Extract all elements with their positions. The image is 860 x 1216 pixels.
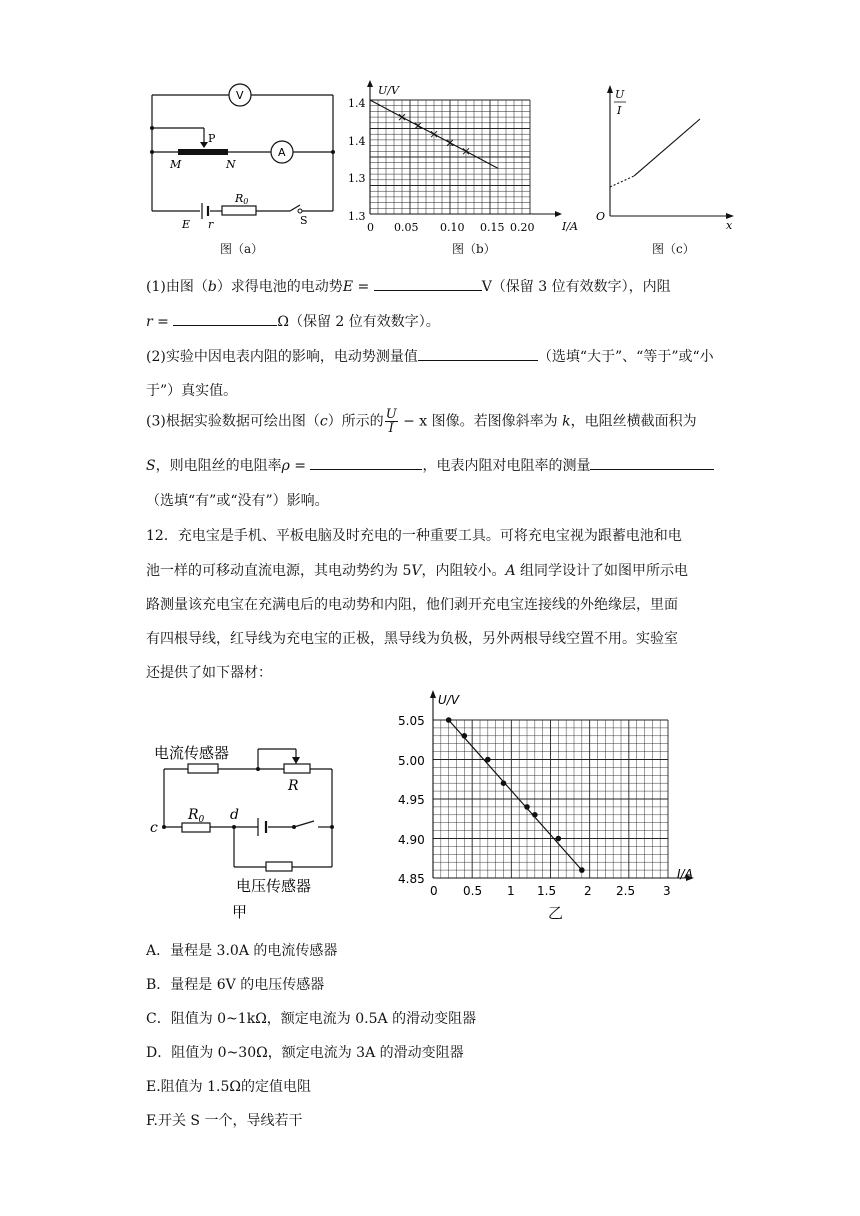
internal-r-label: r [208, 218, 214, 228]
x-axis-arrow [555, 211, 562, 217]
caption-a: 图（a） [220, 242, 264, 256]
chart-yi-xtick: 2 [584, 884, 592, 898]
chart-b-ytick: 1.3 [348, 172, 366, 185]
option-e: E.阻值为 1.5Ω的定值电阻 [146, 1079, 311, 1095]
chart-b-xlabel: I/A [562, 220, 578, 233]
chart-yi-xtick: 0.5 [463, 884, 483, 898]
q11-line-1: (1)由图（b）求得电池的电动势E = V（保留 3 位有效数字），内阻 [146, 276, 671, 296]
graph-c-ylabel-num: U [615, 88, 625, 101]
voltage-sensor-label: 电压传感器 [236, 877, 312, 895]
graph-c-xlabel: x [726, 219, 733, 232]
data-point [524, 804, 530, 810]
caption-jia: 甲 [232, 903, 248, 921]
q11-line-6: S，则电阻丝的电阻率ρ = ，电表内阻对电阻率的测量 [146, 455, 714, 475]
chart-b-ytick: 1.4 [348, 135, 366, 148]
answer-blank-resistivity-effect[interactable] [590, 455, 714, 470]
resistor-r0-label: R0 [235, 192, 249, 206]
q11-line-7: （选填“有”或“没有”）影响。 [146, 493, 329, 509]
voltmeter-label: V [236, 89, 244, 102]
q12-line-2: 池一样的可移动直流电源，其电动势约为 5V，内阻较小。A 组同学设计了如图甲所示电 [146, 563, 689, 579]
data-point [532, 812, 538, 818]
y-axis-arrow [367, 80, 373, 87]
chart-yi-xtick: 1 [507, 884, 515, 898]
answer-blank-resistivity[interactable] [310, 455, 422, 470]
chart-b-xtick: 0.05 [394, 221, 419, 234]
option-b: B．量程是 6V 的电压传感器 [146, 977, 325, 993]
slider-label: P [208, 132, 216, 145]
chart-yi-xtick: 1.5 [537, 884, 557, 898]
chart-yi [380, 690, 710, 920]
chart-yi-xtick: 0 [430, 884, 438, 898]
caption-b: 图（b） [452, 242, 496, 256]
circuit-a [140, 78, 345, 228]
chart-yi-ytick: 4.85 [398, 872, 425, 886]
chart-yi-ytick: 5.05 [398, 714, 425, 728]
q11-line-3: (2)实验中因电表内阻的影响，电动势测量值 （选填“大于”、“等于”或“小 [146, 346, 714, 366]
chart-b-origin: 0 [367, 221, 374, 234]
graph-c-ylabel-den: I [617, 104, 622, 117]
chart-yi-xtick: 2.5 [616, 884, 636, 898]
node-c-label: c [150, 820, 158, 836]
answer-blank-emf[interactable] [374, 276, 482, 291]
chart-yi-ytick: 4.95 [398, 793, 425, 807]
fit-line [449, 720, 582, 870]
chart-yi-ytick: 5.00 [398, 754, 425, 768]
chart-b-xtick: 0.20 [510, 221, 535, 234]
data-point [462, 733, 468, 739]
resistor-r0-label: $R_0$ [188, 807, 205, 825]
wire-end-n: N [226, 158, 236, 171]
graph-c-origin: O [596, 210, 606, 223]
answer-blank-emf-compare[interactable] [418, 346, 538, 361]
q11-line-4: 于”）真实值。 [146, 383, 238, 399]
chart-yi-ylabel: U/V [438, 693, 460, 707]
q12-line-3: 路测量该充电宝在充满电后的电动势和内阻，他们剥开充电宝连接线的外绝缘层，里面 [146, 597, 678, 613]
chart-yi-xtick: 3 [663, 884, 671, 898]
node-d-label: d [230, 807, 239, 823]
data-point [446, 717, 452, 723]
option-d: D．阻值为 0~30Ω，额定电流为 3A 的滑动变阻器 [146, 1045, 464, 1061]
ammeter-label: A [278, 146, 286, 159]
caption-yi: 乙 [548, 904, 564, 922]
rheostat-r-label: R [288, 778, 299, 794]
chart-yi-ytick: 4.90 [398, 833, 425, 847]
caption-c: 图（c） [652, 242, 695, 256]
chart-b [340, 80, 590, 240]
circuit-jia [146, 735, 346, 925]
q12-line-1: 12．充电宝是手机、平板电脑及时充电的一种重要工具。可将充电宝视为跟蓄电池和电 [146, 528, 682, 544]
wire-end-m: M [170, 158, 182, 171]
chart-b-xtick: 0.10 [440, 221, 465, 234]
q12-line-5: 还提供了如下器材： [146, 665, 272, 681]
q12-line-4: 有四根导线，红导线为充电宝的正极，黑导线为负极，另外两根导线空置不用。实验室 [146, 631, 678, 647]
option-c: C．阻值为 0~1kΩ，额定电流为 0.5A 的滑动变阻器 [146, 1011, 477, 1027]
option-a: A．量程是 3.0A 的电流传感器 [146, 943, 338, 959]
data-point [579, 867, 585, 873]
emf-label: E [182, 218, 191, 228]
chart-b-ytick: 1.4 [348, 97, 366, 110]
q11-line-2: r = Ω（保留 2 位有效数字）。 [146, 311, 440, 331]
chart-b-xtick: 0.15 [480, 221, 505, 234]
data-point [501, 780, 507, 786]
data-point [485, 757, 491, 763]
answer-blank-internal-r[interactable] [173, 311, 277, 326]
chart-b-ytick: 1.3 [348, 210, 366, 223]
current-sensor-label: 电流传感器 [154, 744, 230, 762]
chart-yi-xlabel: I/A [677, 867, 693, 881]
chart-b-ylabel: U/V [378, 84, 399, 97]
q11-line-5: (3)根据实验数据可绘出图（c）所示的 $\frac{U}{I}$ − x 图像。若图像斜率为 k，电阻丝横截面积为 [146, 407, 697, 436]
graph-c [596, 82, 741, 234]
switch-label: S [300, 214, 308, 227]
y-axis-arrow [430, 690, 436, 698]
option-f: F.开关 S 一个，导线若干 [146, 1113, 303, 1129]
data-point [556, 836, 562, 842]
